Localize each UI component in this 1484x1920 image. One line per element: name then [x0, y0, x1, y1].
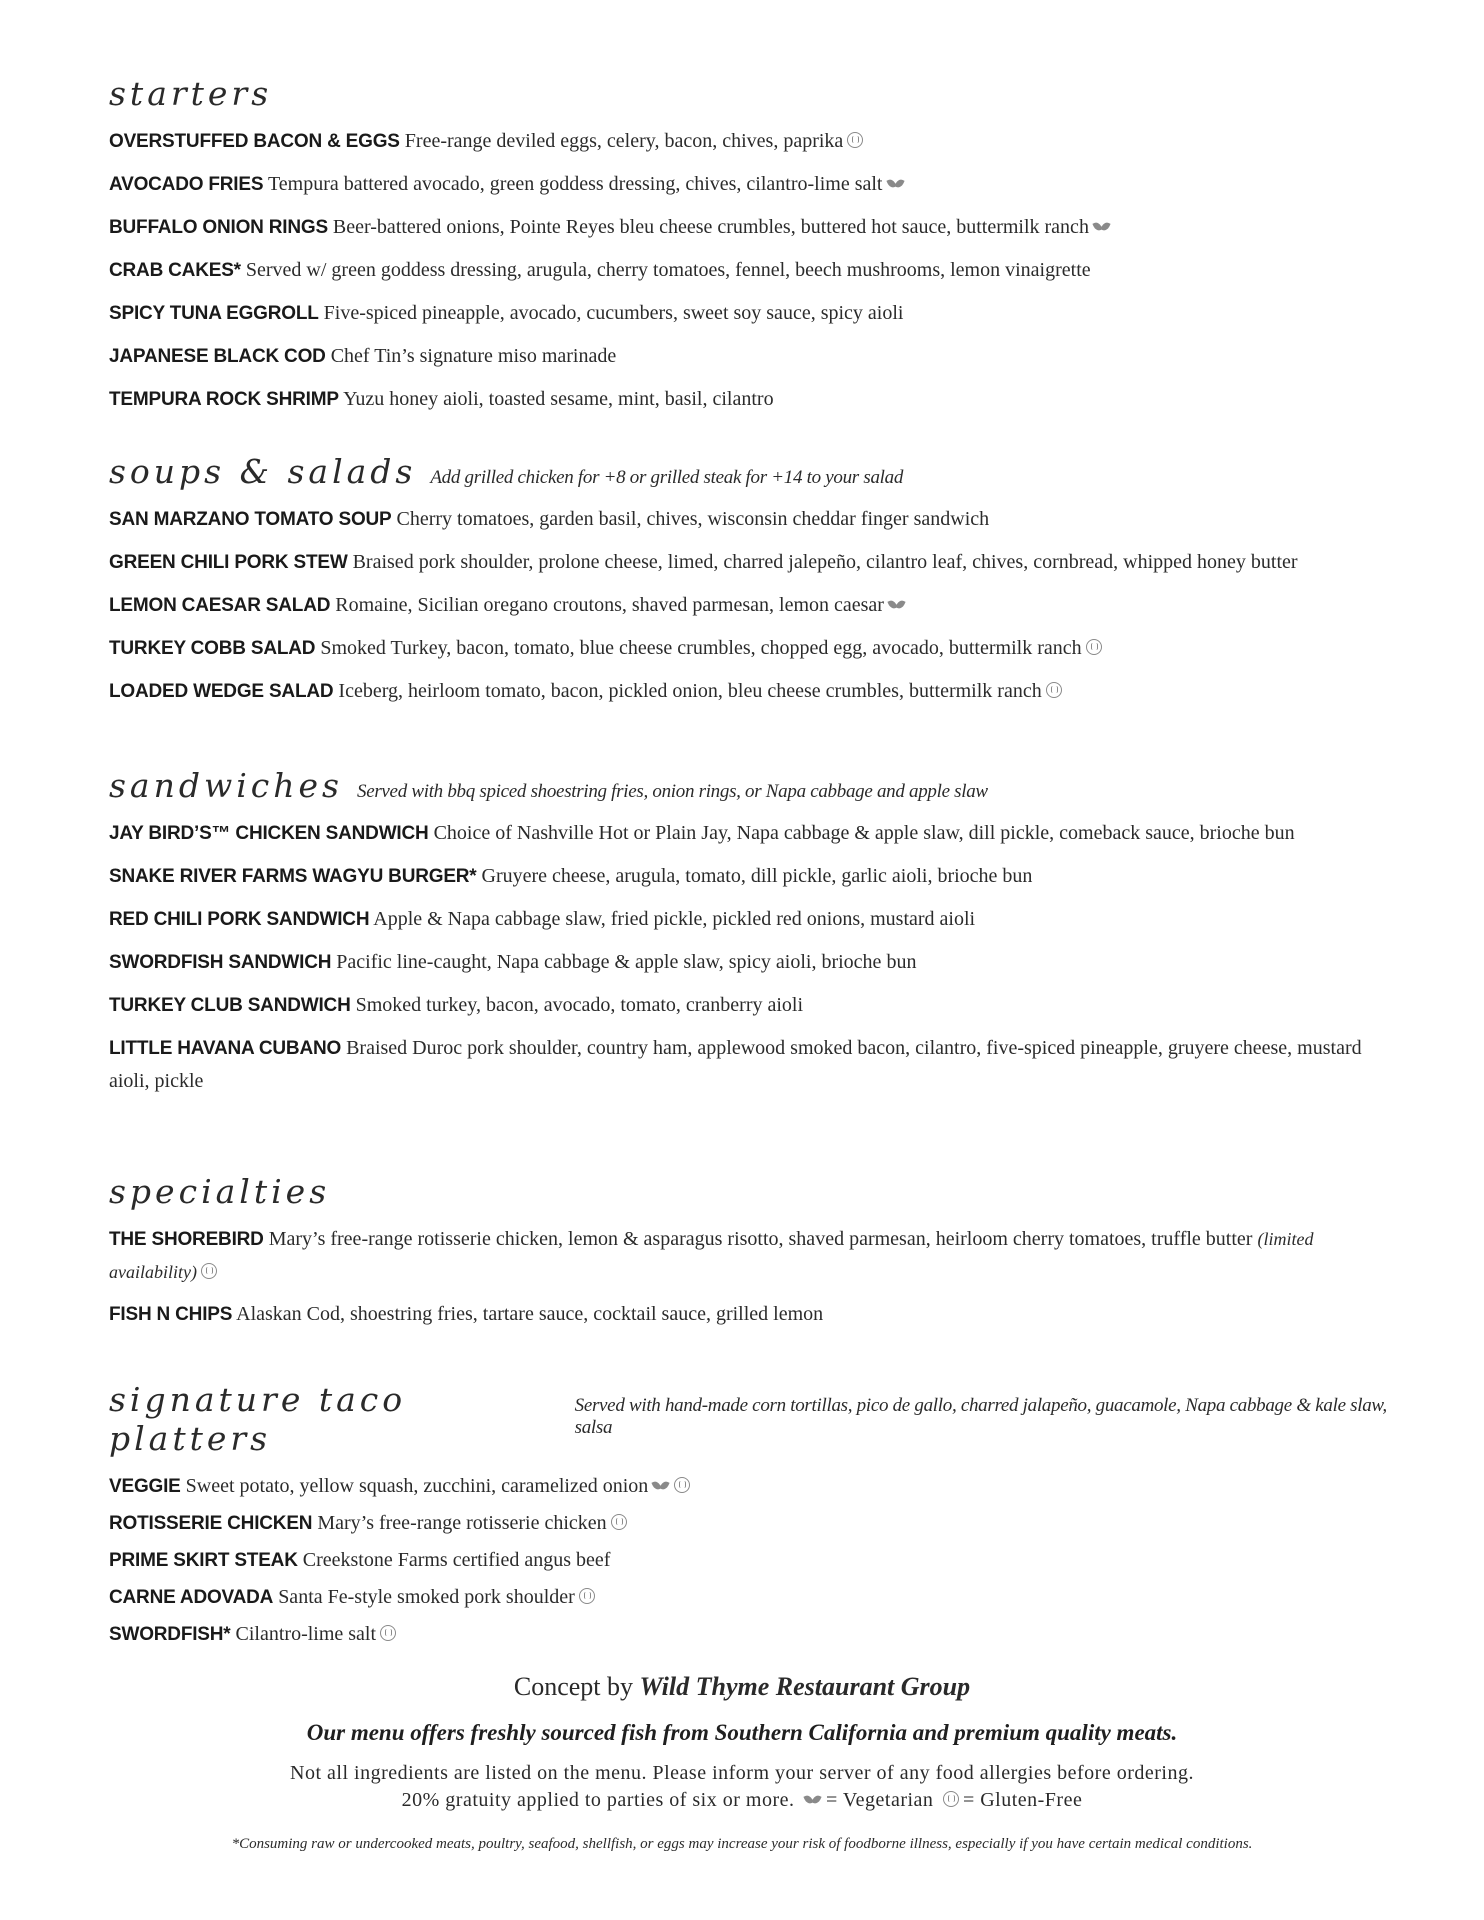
menu-item-name: CRAB CAKES* — [109, 260, 241, 281]
starters-section — [109, 74, 1389, 426]
menu-item-description: Santa Fe-style smoked pork shoulder — [278, 1586, 575, 1608]
gluten-free-icon — [380, 1625, 396, 1641]
menu-item — [109, 168, 1389, 201]
legend-gluten-free: = Gluten-Free — [962, 1789, 1083, 1811]
menu-item — [109, 1507, 1389, 1540]
allergy-note: Not all ingredients are listed on the menu. Please inform your server of any food allergies before ordering. — [290, 1762, 1194, 1784]
vegetarian-icon — [804, 1793, 822, 1805]
menu-item-description: Smoked turkey, bacon, avocado, tomato, cranberry aioli — [355, 994, 804, 1016]
menu-item — [109, 1032, 1389, 1097]
menu-item-description: Apple & Napa cabbage slaw, fried pickle, pickled red onions, mustard aioli — [373, 908, 976, 930]
menu-item — [109, 254, 1389, 287]
gluten-free-icon — [201, 1263, 217, 1279]
gluten-free-icon — [847, 132, 863, 148]
menu-item-description: Gruyere cheese, arugula, tomato, dill pickle, garlic aioli, brioche bun — [481, 865, 1033, 887]
vegetarian-icon — [888, 598, 906, 610]
menu-item-name: RED CHILI PORK SANDWICH — [109, 909, 370, 930]
menu-item — [109, 546, 1389, 579]
vegetarian-icon — [887, 177, 905, 189]
menu-item-name: LITTLE HAVANA CUBANO — [109, 1038, 342, 1059]
menu-item — [109, 989, 1389, 1022]
menu-item-name: PRIME SKIRT STEAK — [109, 1550, 298, 1571]
gluten-free-icon — [1046, 682, 1062, 698]
menu-item-description: Chef Tin’s signature miso marinade — [330, 345, 617, 367]
specialties-section — [109, 1172, 1389, 1341]
menu-item-description: Smoked Turkey, bacon, tomato, blue cheese crumbles, chopped egg, avocado, buttermilk ranch — [320, 637, 1082, 659]
menu-item-name: GREEN CHILI PORK STEW — [109, 552, 348, 573]
menu-item-description: Romaine, Sicilian oregano croutons, shaved parmesan, lemon caesar — [335, 594, 884, 616]
sandwiches-section — [109, 766, 1389, 1107]
menu-item-description: Free-range deviled eggs, celery, bacon, chives, paprika — [404, 130, 844, 152]
menu-item — [109, 675, 1389, 708]
gluten-free-icon — [674, 1477, 690, 1493]
soups-salads-note: Add grilled chicken for +8 or grilled steak for +14 to your salad — [430, 467, 904, 488]
menu-item-name: TEMPURA ROCK SHRIMP — [109, 389, 339, 410]
gluten-free-icon — [943, 1791, 959, 1807]
menu-item-description: Braised pork shoulder, prolone cheese, limed, charred jalepeño, cilantro leaf, chives, cornbread, whipped honey butter — [352, 551, 1298, 573]
menu-item-name: JAPANESE BLACK COD — [109, 346, 326, 367]
menu-item — [109, 946, 1389, 979]
menu-item-description: Braised Duroc pork shoulder, country ham, applewood smoked bacon, cilantro, five-spiced pineapple, gruyere cheese, mustard aioli, pickle — [109, 1037, 1362, 1092]
menu-item — [109, 1581, 1389, 1614]
taco-platters-section — [109, 1380, 1389, 1655]
menu-item-description: Cilantro-lime salt — [235, 1623, 377, 1645]
menu-item-note: (limited availability) — [109, 1229, 1314, 1282]
menu-item — [109, 297, 1389, 330]
soups-salads-section — [109, 452, 1389, 718]
menu-item — [109, 860, 1389, 893]
menu-item-name: BUFFALO ONION RINGS — [109, 217, 328, 238]
menu-item — [109, 1223, 1389, 1288]
menu-item — [109, 632, 1389, 665]
menu-item — [109, 125, 1389, 158]
concept-line — [0, 1672, 1484, 1702]
gluten-free-icon — [611, 1514, 627, 1530]
gratuity-note: 20% gratuity applied to parties of six or more. — [401, 1789, 795, 1811]
menu-item-name: LEMON CAESAR SALAD — [109, 595, 331, 616]
menu-item-description: Yuzu honey aioli, toasted sesame, mint, basil, cilantro — [343, 388, 774, 410]
starters-heading: starters — [109, 74, 273, 113]
menu-item-description: Iceberg, heirloom tomato, bacon, pickled onion, bleu cheese crumbles, buttermilk ranch — [338, 680, 1042, 702]
menu-item — [109, 383, 1389, 416]
sourcing-statement: Our menu offers freshly sourced fish from Southern California and premium quality meats. — [306, 1720, 1178, 1745]
menu-item — [109, 211, 1389, 244]
menu-item-name: VEGGIE — [109, 1476, 181, 1497]
menu-item-description: Mary’s free-range rotisserie chicken, lemon & asparagus risotto, shaved parmesan, heirloom cherry tomatoes, truffle butter — [268, 1228, 1253, 1250]
sandwiches-heading: sandwiches — [109, 766, 343, 805]
concept-name: Wild Thyme Restaurant Group — [639, 1672, 971, 1701]
menu-item-description: Beer-battered onions, Pointe Reyes bleu cheese crumbles, buttered hot sauce, buttermilk ranch — [332, 216, 1089, 238]
menu-item-description: Cherry tomatoes, garden basil, chives, wisconsin cheddar finger sandwich — [396, 508, 990, 530]
menu-item — [109, 1618, 1389, 1651]
menu-item-name: OVERSTUFFED BACON & EGGS — [109, 131, 400, 152]
menu-item-description: Choice of Nashville Hot or Plain Jay, Napa cabbage & apple slaw, dill pickle, comeback sauce, brioche bun — [433, 822, 1295, 844]
vegetarian-icon — [1093, 220, 1111, 232]
menu-item-name: SNAKE RIVER FARMS WAGYU BURGER* — [109, 866, 477, 887]
menu-item-description: Mary’s free-range rotisserie chicken — [317, 1512, 607, 1534]
menu-item-description: Sweet potato, yellow squash, zucchini, caramelized onion — [185, 1475, 649, 1497]
menu-item-description: Pacific line-caught, Napa cabbage & apple slaw, spicy aioli, brioche bun — [336, 951, 917, 973]
legend-vegetarian: = Vegetarian — [826, 1789, 934, 1811]
menu-item-name: ROTISSERIE CHICKEN — [109, 1513, 313, 1534]
menu-item-name: SWORDFISH SANDWICH — [109, 952, 332, 973]
gluten-free-icon — [1086, 639, 1102, 655]
menu-item-name: SWORDFISH* — [109, 1624, 231, 1645]
menu-item-name: FISH N CHIPS — [109, 1304, 233, 1325]
menu-item — [109, 589, 1389, 622]
menu-item — [109, 903, 1389, 936]
menu-item-name: SAN MARZANO TOMATO SOUP — [109, 509, 392, 530]
vegetarian-icon — [652, 1479, 670, 1491]
menu-item-description: Five-spiced pineapple, avocado, cucumbers, sweet soy sauce, spicy aioli — [323, 302, 904, 324]
menu-item-name: JAY BIRD’S™ CHICKEN SANDWICH — [109, 823, 429, 844]
sandwiches-note: Served with bbq spiced shoestring fries, onion rings, or Napa cabbage and apple slaw — [357, 781, 988, 802]
menu-item-description: Alaskan Cod, shoestring fries, tartare sauce, cocktail sauce, grilled lemon — [236, 1303, 824, 1325]
menu-item — [109, 503, 1389, 536]
menu-item-description: Creekstone Farms certified angus beef — [302, 1549, 611, 1571]
menu-item-name: AVOCADO FRIES — [109, 174, 264, 195]
menu-item-name: CARNE ADOVADA — [109, 1587, 274, 1608]
footer — [0, 1672, 1484, 1853]
menu-item-name: SPICY TUNA EGGROLL — [109, 303, 319, 324]
gratuity-legend-line — [0, 1787, 1484, 1814]
menu-item-name: TURKEY COBB SALAD — [109, 638, 316, 659]
menu-item — [109, 1544, 1389, 1577]
menu-item-description: Served w/ green goddess dressing, arugula, cherry tomatoes, fennel, beech mushrooms, lemon vinaigrette — [245, 259, 1091, 281]
taco-platters-heading: signature taco platters — [109, 1380, 407, 1458]
menu-item-name: THE SHOREBIRD — [109, 1229, 264, 1250]
menu-item-name: LOADED WEDGE SALAD — [109, 681, 334, 702]
menu-item — [109, 1470, 1389, 1503]
menu-item — [109, 340, 1389, 373]
gluten-free-icon — [579, 1588, 595, 1604]
menu-item — [109, 1298, 1389, 1331]
soups-salads-heading: soups & salads — [109, 452, 417, 491]
foodborne-warning: *Consuming raw or undercooked meats, poultry, seafood, shellfish, or eggs may increase your risk of foodborne illness, especially if you have certain medical conditions. — [231, 1836, 1253, 1852]
concept-prefix: Concept by — [513, 1672, 634, 1701]
taco-platters-note: Served with hand-made corn tortillas, pico de gallo, charred jalapeño, guacamole, Napa cabbage & kale slaw, salsa — [574, 1395, 1387, 1438]
menu-item-description: Tempura battered avocado, green goddess dressing, chives, cilantro-lime salt — [267, 173, 883, 195]
specialties-heading: specialties — [109, 1172, 331, 1211]
menu-item-name: TURKEY CLUB SANDWICH — [109, 995, 351, 1016]
menu-item — [109, 817, 1389, 850]
